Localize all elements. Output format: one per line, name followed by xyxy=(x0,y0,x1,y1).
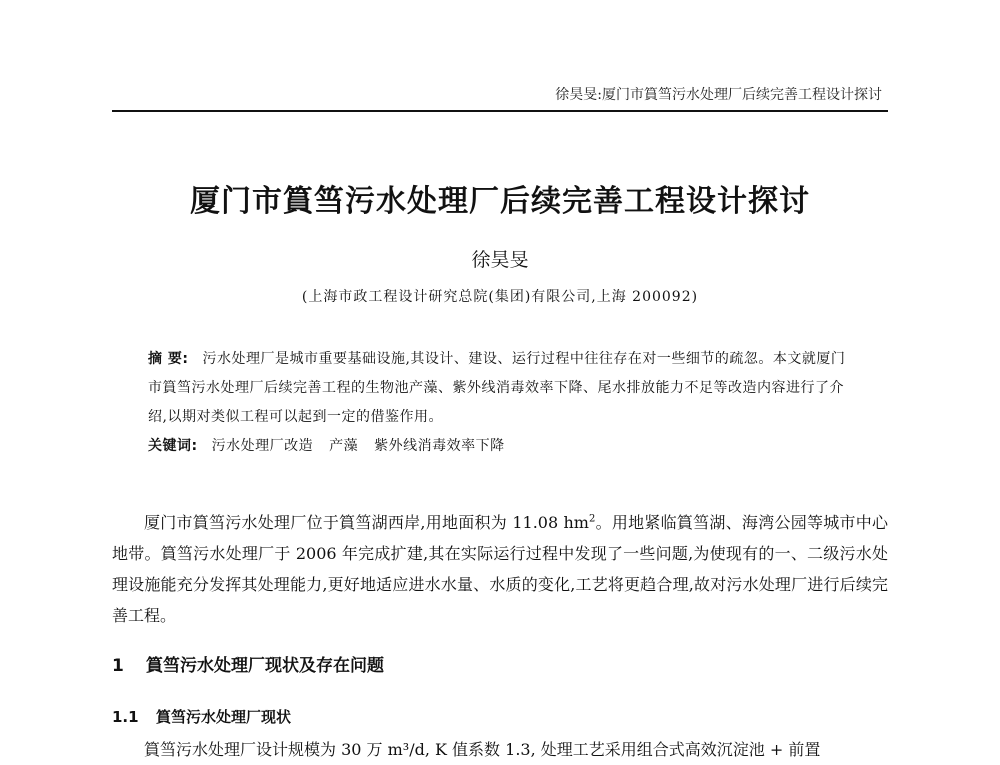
subsection-title: 篔筜污水处理厂现状 xyxy=(156,708,292,726)
area-unit-superscript: 2 xyxy=(588,513,596,525)
paper-affiliation: (上海市政工程设计研究总院(集团)有限公司,上海 200092) xyxy=(301,289,699,305)
body-text-cut-line: 篔筜污水处理厂设计规模为 30 万 m³/d, K 值系数 1.3, 处理工艺采用组合式高效沉淀池 + 前置 xyxy=(144,740,821,759)
section-heading xyxy=(112,651,384,676)
abstract-block xyxy=(148,345,858,461)
running-header: 徐昊旻:厦门市篔筜污水处理厂后续完善工程设计探讨 xyxy=(555,87,882,103)
abstract-text: 污水处理厂是城市重要基础设施,其设计、建设、运行过程中往往存在对一些细节的疏忽。本文就厦门市篔筜污水处理厂后续完善工程的生物池产藻、紫外线消毒效率下降、尾水排放能力不足等改造内容进行了介绍,以期对类似工程可以起到一定的借鉴作用。 xyxy=(148,351,846,425)
intro-paragraph xyxy=(112,507,888,631)
keyword: 产藻 xyxy=(329,438,359,454)
keywords-line xyxy=(148,432,858,461)
section-number: 1 xyxy=(112,656,124,676)
intro-text-start: 厦门市篔筜污水处理厂位于篔筜湖西岸,用地面积为 11.08 hm xyxy=(144,513,589,532)
intro-section xyxy=(112,507,888,631)
subsection-heading xyxy=(112,706,291,727)
paper-author: 徐昊旻 xyxy=(471,249,529,271)
abstract-paragraph xyxy=(148,345,858,432)
section-title: 篔筜污水处理厂现状及存在问题 xyxy=(146,656,384,676)
intro-text-rest: 。用地紧临篔筜湖、海湾公园等城市中心地带。篔筜污水处理厂于 2006 年完成扩建,其在实际运行过程中发现了一些问题,为使现有的一、二级污水处理设施能充分发挥其处理能力,更好地适应进水水量、水质的变化,工艺将更趋合理,故对污水处理厂进行后续完善工程。 xyxy=(112,513,888,625)
keywords-label: 关键词: xyxy=(148,438,198,454)
paper-title: 厦门市篔筜污水处理厂后续完善工程设计探讨 xyxy=(190,184,810,219)
keyword: 污水处理厂改造 xyxy=(211,438,314,454)
keyword: 紫外线消毒效率下降 xyxy=(374,438,505,454)
header-divider xyxy=(112,110,888,112)
abstract-label: 摘 要: xyxy=(148,351,189,367)
subsection-number: 1.1 xyxy=(112,708,139,726)
